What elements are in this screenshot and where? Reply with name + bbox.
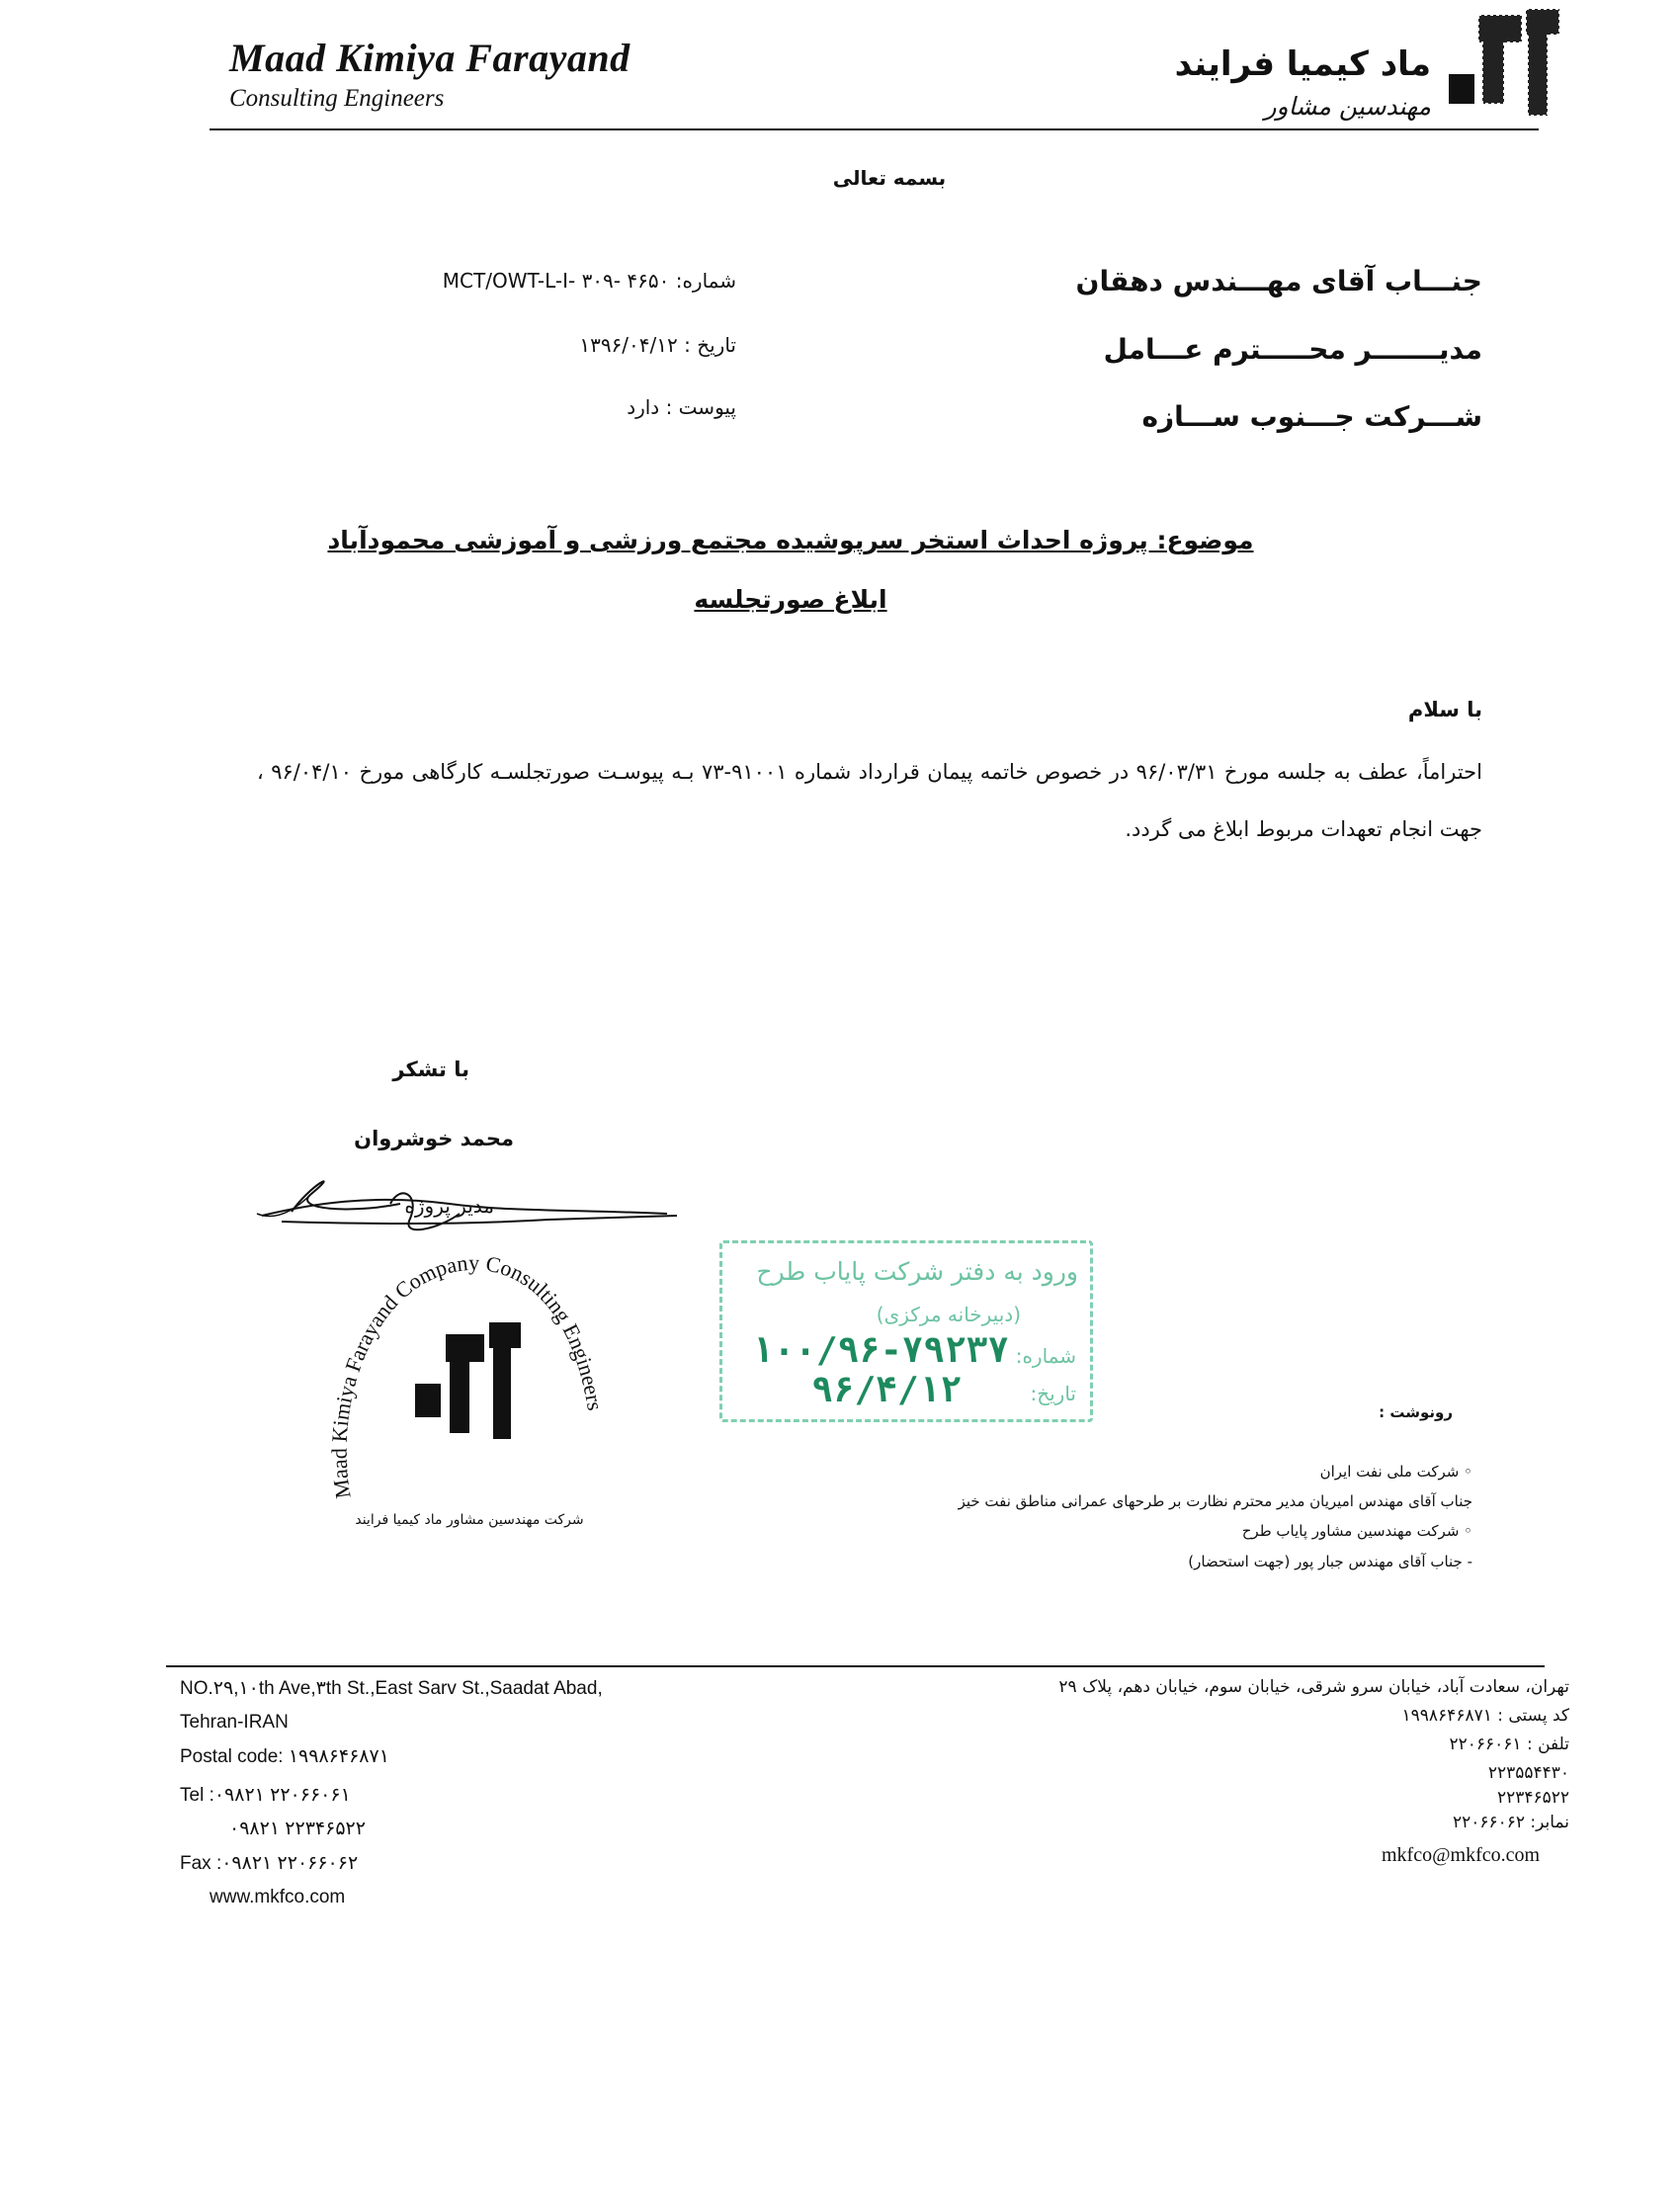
closing: با تشکر — [392, 1058, 469, 1081]
letter-attachment: پیوست : دارد — [627, 395, 736, 419]
subject-line-2: ابلاغ صورتجلسه — [694, 585, 887, 614]
cc-item: ◦ شرکت ملی نفت ایران — [1319, 1463, 1472, 1481]
stamp-date: ۹۶/۴/۱۲ — [811, 1370, 962, 1410]
seal-text-en: Maad Kimiya Farayand Company Consulting Engineers — [326, 1249, 608, 1500]
stamp-title: ورود به دفتر شرکت پایاب طرح — [756, 1257, 1078, 1286]
stamp-number-label: شماره: — [1015, 1344, 1076, 1368]
footer-fax-fa: نمابر: ۲۲۰۶۶۰۶۲ — [1452, 1813, 1569, 1832]
company-name-en: Maad Kimiya Farayand — [229, 36, 630, 80]
cc-item: - جناب آقای مهندس جبار پور (جهت استحضار) — [1188, 1553, 1472, 1570]
subject: موضوع: پروژه احداث استخر سرپوشیده مجتمع ورزشی و آموزشی محمودآباد — [327, 526, 1254, 554]
signer-name: محمد خوشروان — [354, 1127, 514, 1150]
company-seal — [311, 1235, 618, 1532]
footer-website[interactable]: www.mkfco.com — [210, 1887, 346, 1907]
footer-email[interactable]: mkfco@mkfco.com — [1382, 1844, 1541, 1866]
footer-fax-en: Fax :۰۹۸۲۱ ۲۲۰۶۶۰۶۲ — [180, 1853, 359, 1874]
stamp-date-label: تاریخ: — [1030, 1382, 1076, 1405]
received-stamp — [719, 1240, 1093, 1422]
cc-item: جناب آقای مهندس امیریان مدیر محترم نظارت بر طرحهای عمرانی مناطق نفت خیز — [958, 1492, 1472, 1510]
footer-address-fa: تهران، سعادت آباد، خیابان سرو شرقی، خیابان سوم، خیابان دهم، پلاک ۲۹ — [1058, 1677, 1569, 1697]
company-subtitle-en: Consulting Engineers — [229, 85, 445, 112]
letter-number: شماره: ۴۶۵۰ -MCT/OWT-L-I- ۳۰۹ — [442, 269, 736, 293]
footer-tel-en: Tel :۰۹۸۲۱ ۲۲۰۶۶۰۶۱ — [180, 1785, 351, 1806]
cc-label: رونوشت : — [1379, 1403, 1453, 1421]
footer-city-en: Tehran-IRAN — [180, 1712, 289, 1733]
signer-title: مدیر پروژه — [404, 1194, 494, 1218]
seal-logo-icon — [415, 1322, 521, 1439]
company-name-fa: ماد کیمیا فرایند — [1174, 44, 1431, 84]
basmala: بسمه تعالی — [832, 166, 947, 190]
footer-tel3-fa: ۲۲۳۴۶۵۲۲ — [1496, 1788, 1569, 1808]
footer-address-en: NO.۲۹,۱۰th Ave,۳th St.,East Sarv St.,Saadat Abad, — [180, 1678, 603, 1699]
maad-logo-icon — [1445, 5, 1563, 122]
stamp-subtitle: (دبیرخانه مرکزی) — [876, 1303, 1021, 1326]
addressee-company: شـــرکت جـــنوب ســـازه — [1141, 400, 1482, 433]
letter-date: تاریخ : ۱۳۹۶/۰۴/۱۲ — [579, 333, 736, 357]
seal-text-fa: شرکت مهندسین مشاور ماد کیمیا فرایند — [355, 1512, 584, 1528]
addressee-name: جنـــاب آقای مهـــندس دهقان — [1075, 265, 1482, 297]
addressee-title: مدیـــــــر محـــــترم عـــامل — [1103, 333, 1482, 366]
footer-postal-fa: کد پستی : ۱۹۹۸۶۴۶۸۷۱ — [1401, 1706, 1569, 1726]
letter-body: احتراماً، عطف به جلسه مورخ ۹۶/۰۳/۳۱ در خصوص خاتمه پیمان قرارداد شماره ۹۱۰۰۱-۷۳ بـه پیوسـت صورتجلسـه کارگاهی مورخ ۹۶/۰۴/۱۰ ، جهت انجام تعهدات مربوط ابلاغ می گردد. — [257, 760, 1482, 841]
company-subtitle-fa: مهندسین مشاور — [1264, 92, 1431, 121]
footer-tel-fa: تلفن : ۲۲۰۶۶۰۶۱ — [1449, 1735, 1569, 1754]
stamp-number: ۱۰۰/۹۶-۷۹۲۳۷ — [751, 1330, 1009, 1371]
footer-divider — [166, 1665, 1545, 1667]
footer-tel2-en: ۰۹۸۲۱ ۲۲۳۴۶۵۲۲ — [229, 1819, 366, 1839]
greeting: با سلام — [1407, 698, 1482, 721]
cc-item: ◦ شرکت مهندسین مشاور پایاب طرح — [1241, 1522, 1472, 1540]
header-divider — [210, 128, 1539, 130]
footer-tel2-fa: ۲۲۳۵۵۴۴۳۰ — [1487, 1763, 1569, 1783]
footer-postal-en: Postal code: ۱۹۹۸۶۴۶۸۷۱ — [180, 1746, 389, 1767]
